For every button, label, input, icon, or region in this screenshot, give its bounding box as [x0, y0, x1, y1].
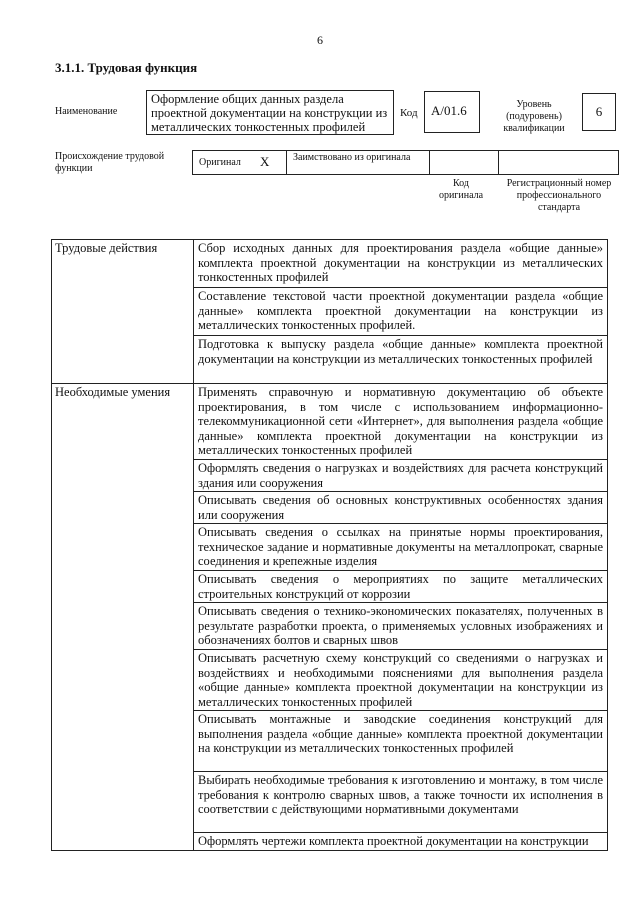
- table-row: [52, 240, 608, 288]
- level-label: Уровень (подуровень) квалификации: [503, 99, 565, 134]
- origin-code-cell: [430, 151, 499, 174]
- table-cell: Описывать сведения о ссылках на принятые нормы проектирования, техническое задание и нормативные документы на металлопрокат, сварные соединения и крепежные изделия: [194, 524, 608, 571]
- table-cell: Выбирать необходимые требования к изготовлению и монтажу, в том числе требования к контролю сварных швов, а также точности их исполнения в соответствии с действующими нормативными документами: [194, 772, 608, 833]
- labor-function-table: [51, 239, 608, 851]
- table-cell: Подготовка к выпуску раздела «общие данные» комплекта проектной документации на конструкции из металлических тонкостенных профилей: [194, 336, 608, 384]
- table-cell: Описывать сведения о мероприятиях по защите металлических строительных конструкций от коррозии: [194, 571, 608, 603]
- reg-number-cell: [499, 151, 618, 174]
- origin-row: [192, 150, 619, 175]
- section-header: Необходимые умения: [52, 384, 194, 851]
- table-cell: Оформлять чертежи комплекта проектной документации на конструкции: [194, 833, 608, 851]
- code-value-box: А/01.6: [424, 91, 480, 133]
- original-cell: [193, 151, 287, 174]
- table-cell: Описывать сведения о технико-экономических показателях, полученных в результате разработки проекта, о применяемых условных изображениях и обозначениях болтов и сварных швов: [194, 603, 608, 650]
- level-value-box: 6: [582, 93, 616, 131]
- reg-number-caption: Регистрационный номер профессионального стандарта: [506, 178, 612, 213]
- original-label: Оригинал: [199, 157, 241, 168]
- name-label: Наименование: [55, 106, 118, 117]
- section-title: 3.1.1. Трудовая функция: [55, 60, 198, 75]
- borrowed-cell: [287, 151, 430, 174]
- table-cell: Описывать монтажные и заводские соединения конструкций для выполнения раздела «общие данные» комплекта проектной документации на конструкции из металлических тонкостенных профилей: [194, 711, 608, 772]
- borrowed-label: Заимствовано из оригинала: [293, 152, 411, 163]
- page-number: 6: [317, 33, 323, 47]
- section-header: Трудовые действия: [52, 240, 194, 384]
- origin-label: Происхождение трудовой функции: [55, 151, 165, 174]
- table-cell: Описывать расчетную схему конструкций со сведениями о нагрузках и воздействиях и необходимыми пояснениями для выполнения раздела «общие данные» комплекта проектной документации на конструкции из металлических тонкостенных профилей: [194, 650, 608, 711]
- name-value-box: Оформление общих данных раздела проектной документации на конструкции из металлических тонкостенных профилей: [146, 90, 394, 135]
- table-cell: Сбор исходных данных для проектирования раздела «общие данные» комплекта проектной документации на конструкции из металлических тонкостенных профилей: [194, 240, 608, 288]
- table-cell: Составление текстовой части проектной документации раздела «общие данные» комплекта проектной документации на конструкции из металлических тонкостенных профилей.: [194, 288, 608, 336]
- table-cell: Описывать сведения об основных конструктивных особенностях здания или сооружения: [194, 492, 608, 524]
- table-cell: Применять справочную и нормативную документацию об объекте проектирования, в том числе с использованием информационно-телекоммуникационной сети «Интернет», для выполнения раздела «общие данные» комплекта проектной документации на конструкции из металлических тонкостенных профилей: [194, 384, 608, 460]
- code-label: Код: [400, 107, 418, 119]
- table-cell: Оформлять сведения о нагрузках и воздействиях для расчета конструкций здания или сооружения: [194, 460, 608, 492]
- origin-code-caption: Код оригинала: [438, 178, 484, 201]
- table-row: [52, 384, 608, 460]
- original-mark: Х: [260, 154, 270, 169]
